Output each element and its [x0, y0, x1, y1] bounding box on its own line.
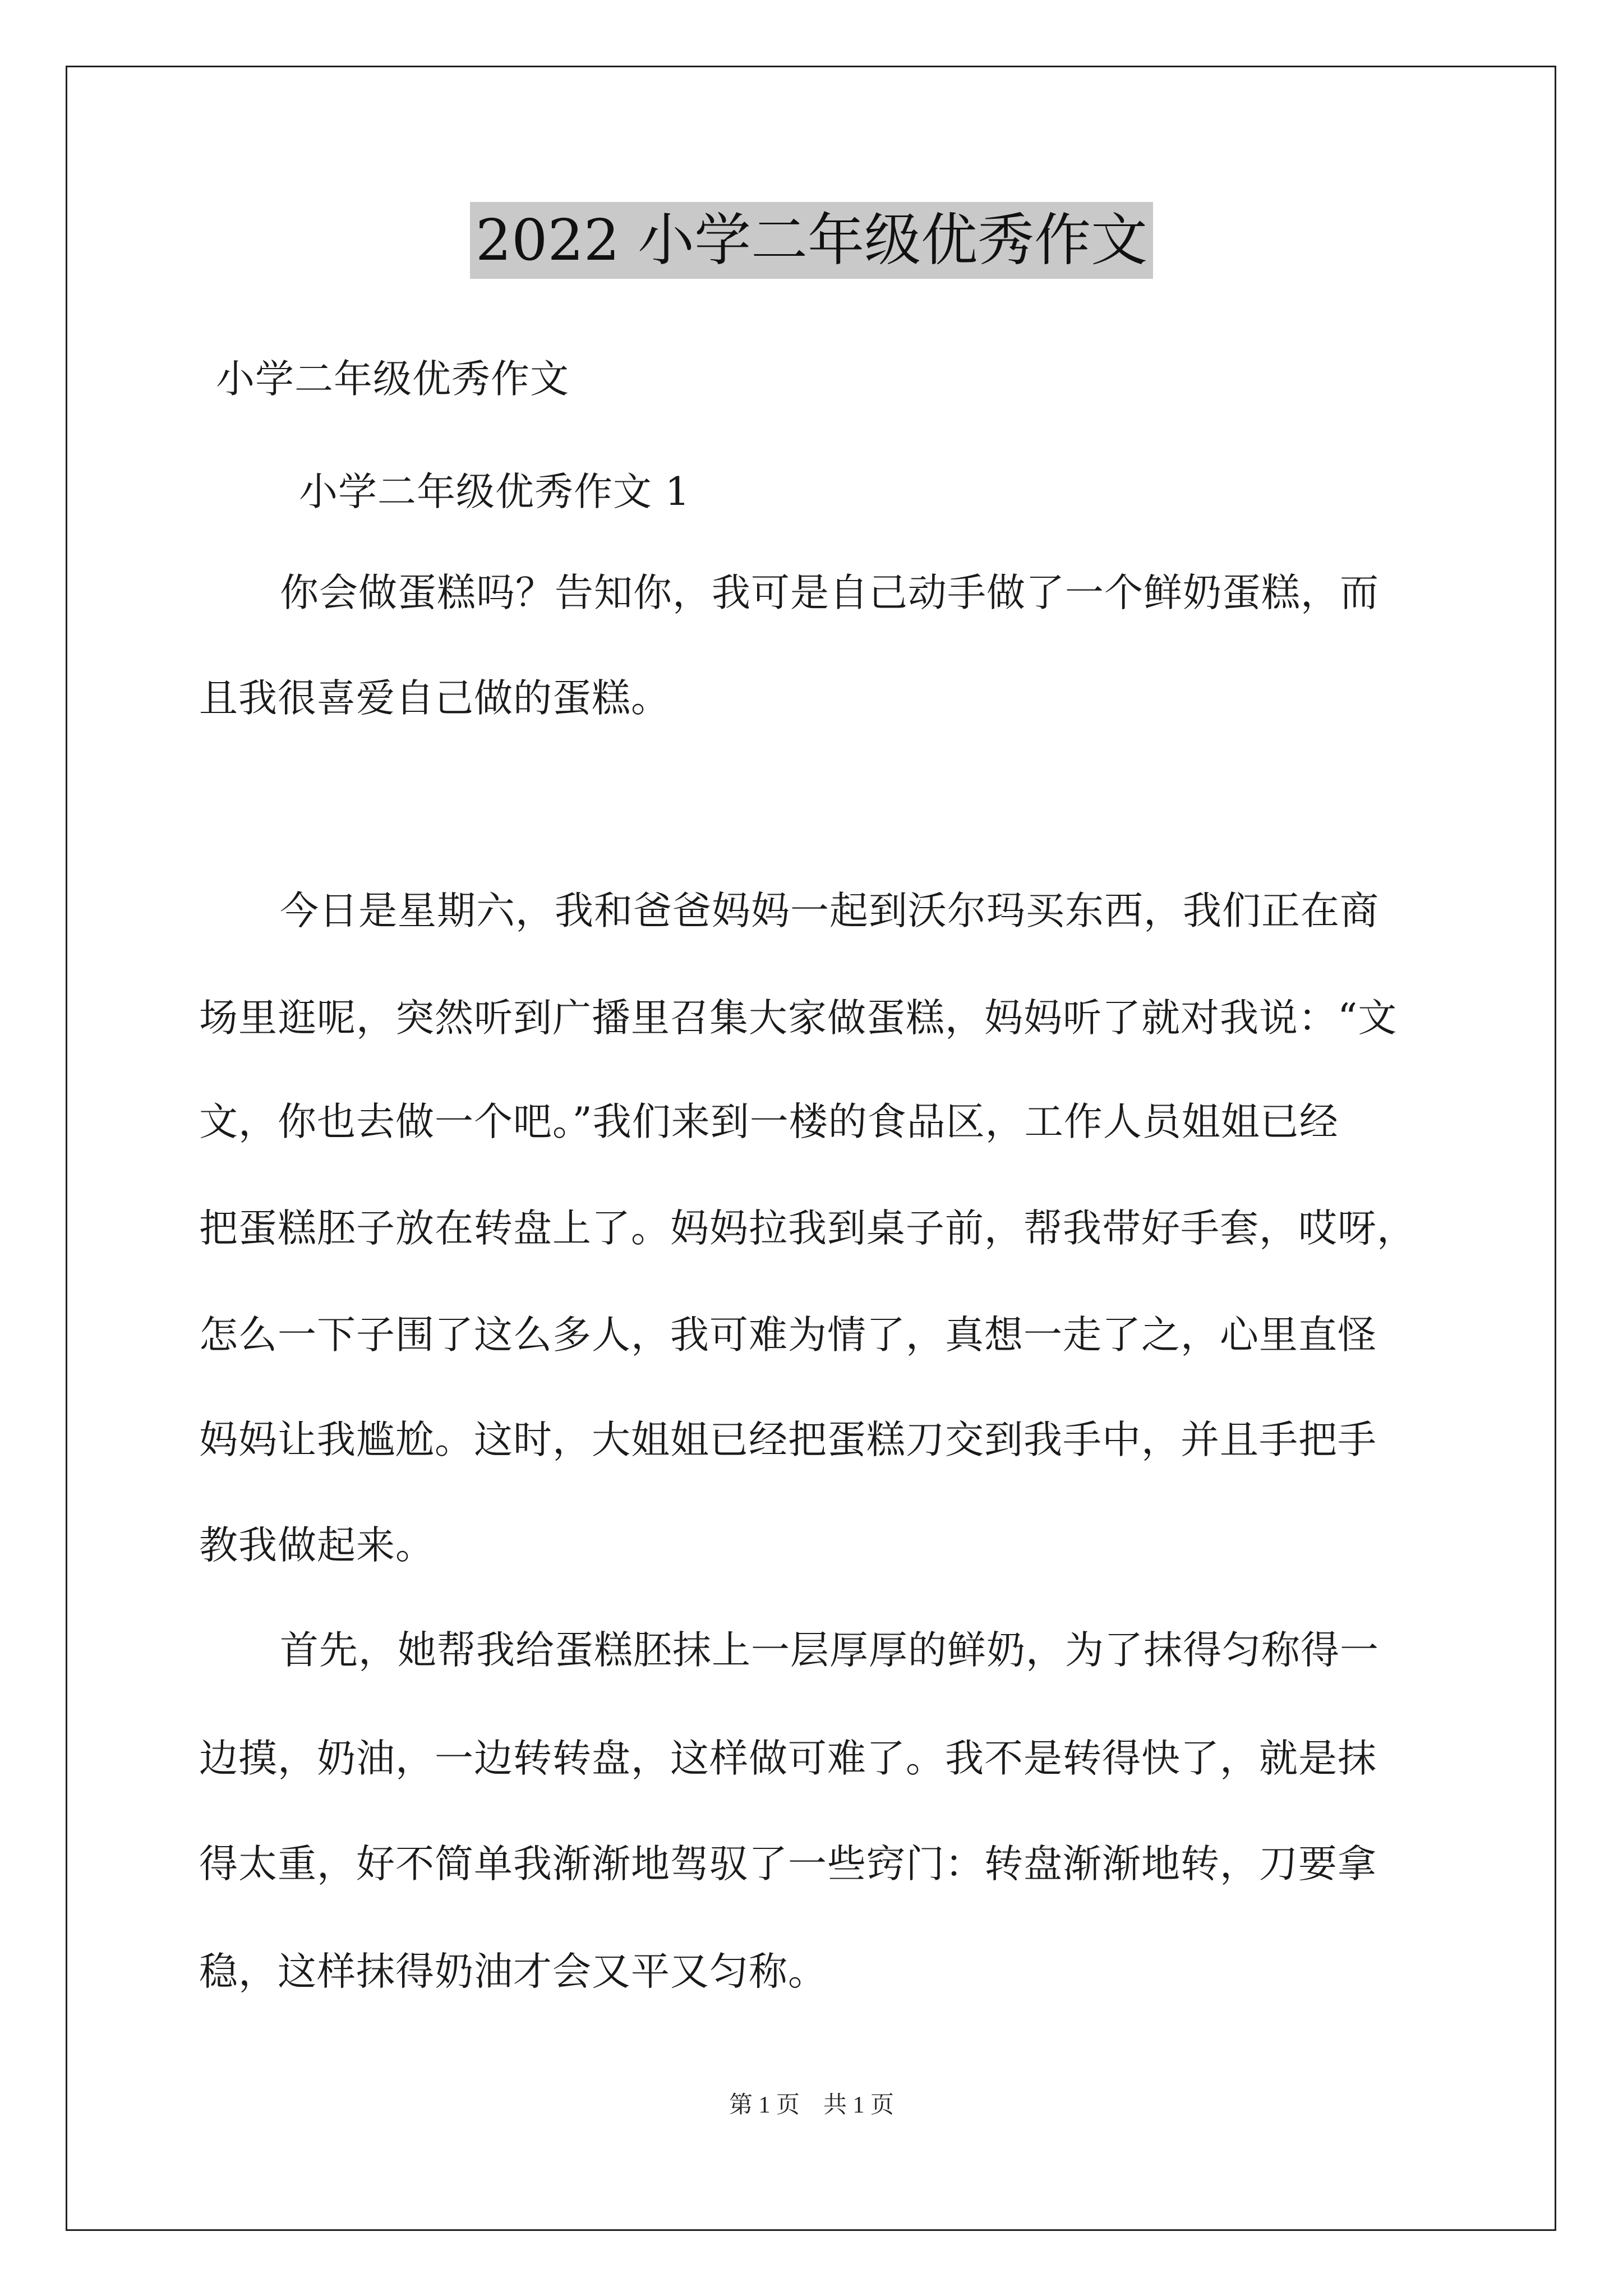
- text-line: 场里逛呢，突然听到广播里召集大家做蛋糕，妈妈听了就对我说：“文: [199, 996, 1398, 1041]
- text-line: 妈妈让我尴尬。这时，大姐姐已经把蛋糕刀交到我手中，并且手把手: [199, 1418, 1377, 1462]
- text-line: 且我很喜爱自己做的蛋糕。: [199, 676, 670, 721]
- text-line: 今日是星期六，我和爸爸妈妈一起到沃尔玛买东西，我们正在商: [280, 889, 1379, 933]
- title-container: [0, 202, 1623, 279]
- text-line: 首先，她帮我给蛋糕胚抹上一层厚厚的鲜奶，为了抹得匀称得一: [280, 1628, 1379, 1673]
- text-line: 边摸，奶油，一边转转盘，这样做可难了。我不是转得快了，就是抹: [199, 1736, 1377, 1781]
- text-line: 稳，这样抹得奶油才会又平又匀称。: [199, 1949, 827, 1994]
- text-line: 文，你也去做一个吧。”我们来到一楼的食品区，工作人员姐姐已经: [199, 1099, 1339, 1144]
- section-heading: 小学二年级优秀作文 1: [299, 470, 690, 514]
- text-line: 你会做蛋糕吗？告知你，我可是自己动手做了一个鲜奶蛋糕，而: [280, 570, 1379, 615]
- page-footer: 第 1 页 共 1 页: [728, 2092, 894, 2118]
- document-title: 2022 小学二年级优秀作文: [470, 202, 1153, 279]
- text-line: 怎么一下子围了这么多人，我可难为情了，真想一走了之，心里直怪: [199, 1313, 1377, 1358]
- text-line: 教我做起来。: [199, 1523, 435, 1568]
- document-subtitle: 小学二年级优秀作文: [216, 357, 569, 402]
- text-line: 得太重，好不简单我渐渐地驾驭了一些窍门：转盘渐渐地转，刀要拿: [199, 1842, 1377, 1887]
- text-line: 把蛋糕胚子放在转盘上了。妈妈拉我到桌子前，帮我带好手套，哎呀，: [199, 1206, 1416, 1251]
